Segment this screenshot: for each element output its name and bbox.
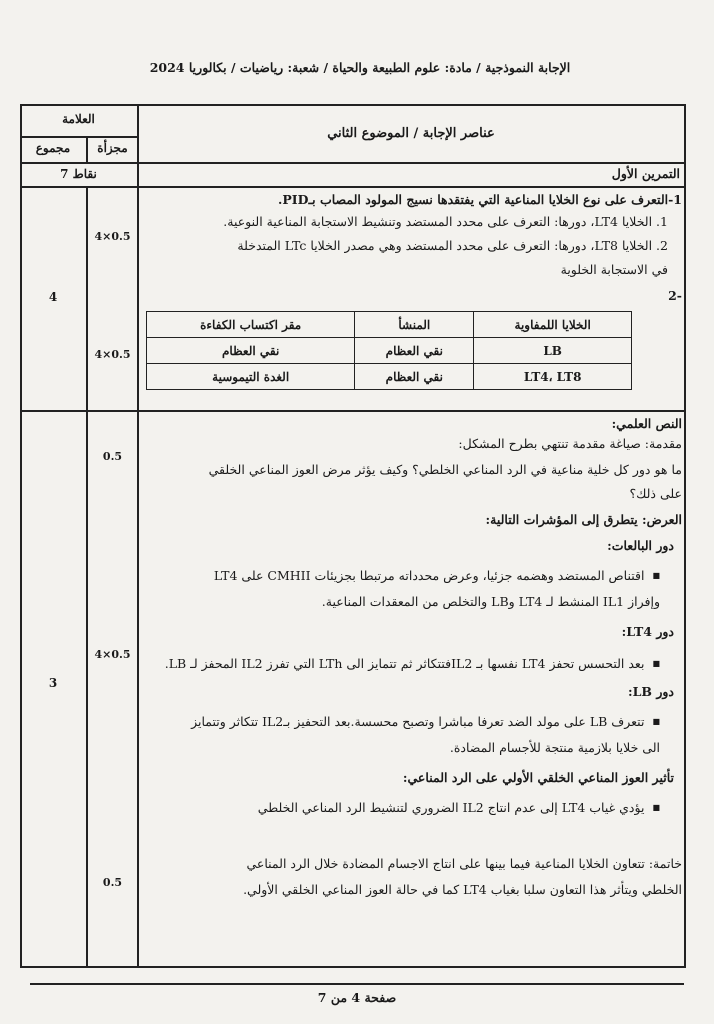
question1-item2-cont: في الاستجابة الخلوية <box>560 262 668 277</box>
page-header: الإجابة النموذجية / مادة: علوم الطبيعة والحياة / شعبة: رياضيات / بكالوريا 2024 <box>149 60 571 75</box>
section1-partial-b: 4×0.5 <box>94 348 131 361</box>
table-row <box>147 312 632 338</box>
body-title: العرض: يتطرق إلى المؤشرات التالية: <box>485 512 682 527</box>
table-header-cell: الخلايا اللمفاوية <box>474 312 632 338</box>
answer-elements-header: عناصر الإجابة / الموضوع الثاني <box>327 126 495 141</box>
question1-item1: 1. الخلايا LT4، دورها: التعرف على محدد المستضد وتنشيط الاستجابة المناعية النوعية. <box>223 214 668 229</box>
intro: مقدمة: صياغة مقدمة تنتهي بطرح المشكل: <box>458 436 682 451</box>
partial-header: مجزأة <box>97 141 128 155</box>
question1-item2: 2. الخلايا LT8، دورها: التعرف على محدد المستضد وهي مصدر الخلايا LTc المتدخلة <box>237 238 668 253</box>
bullet-effect: ■ يؤدي غياب LT4 إلى عدم انتاج IL2 الضروري لتنشيط الرد المناعي الخلطي <box>118 798 660 817</box>
exercise-title: التمرين الأول <box>611 166 680 181</box>
table-cell: الغدة التيموسية <box>147 364 355 390</box>
table-cell: LT4، LT8 <box>474 364 632 390</box>
conclusion: خاتمة: تتعاون الخلايا المناعية فيما بينها على انتاج الاجسام المضادة خلال الرد المناعي <box>246 856 682 871</box>
section2-total: 3 <box>48 676 58 690</box>
table-row <box>147 364 632 390</box>
table-cell: LB <box>474 338 632 364</box>
total-header: مجموع <box>35 141 71 155</box>
exercise-points: 7 نقاط <box>60 167 97 181</box>
role-lb: دور LB: <box>628 684 674 699</box>
section1-partial-a: 4×0.5 <box>94 230 131 243</box>
question1-block <box>140 190 682 308</box>
text-title: النص العلمي: <box>611 416 682 431</box>
problem-question-cont: على ذلك؟ <box>629 486 682 501</box>
grade-header: العلامة <box>62 112 95 126</box>
question2-title: -2 <box>668 288 682 303</box>
conclusion-cont: الخلطي ويتأثر هذا التعاون سلبا بغياب LT4 كما في حالة العوز المناعي الخلقي الأولي. <box>243 882 682 897</box>
bullet-lt4: ■ بعد التحسس تحفز LT4 نفسها بـ IL2فتتكاثر ثم تتمايز الى LTh التي تفرز IL2 المحفز لـ LB. <box>118 654 660 673</box>
row-divider-exercise <box>20 186 686 188</box>
section1-total: 4 <box>48 290 58 304</box>
table-header-cell: المنشأ <box>355 312 474 338</box>
lymphocyte-table <box>146 311 632 390</box>
column-divider-grade <box>86 187 88 968</box>
section2-partial-body: 4×0.5 <box>94 648 131 661</box>
footer-divider <box>30 983 684 985</box>
section2-partial-intro: 0.5 <box>102 450 123 463</box>
table-cell: نقي العظام <box>355 364 474 390</box>
row-divider-section <box>20 410 686 412</box>
scientific-text-block <box>140 414 682 934</box>
section2-partial-end: 0.5 <box>102 876 123 889</box>
table-row <box>147 338 632 364</box>
bullet-macrophages-cont: وإفراز IL1 المنشط لـ LT4 وLB والتخلص من المعقدات المناعية. <box>321 594 660 609</box>
table-cell: نقي العظام <box>355 338 474 364</box>
bullet-macrophages: ■ اقتناص المستضد وهضمه جزئيا، وعرض محدداته مرتبطا بجزيئات CMHII على LT4 <box>118 566 660 585</box>
effect-title: تأثير العوز المناعي الخلقي الأولي على الرد المناعي: <box>402 770 674 785</box>
bullet-lb: ■ تتعرف LB على مولد الضد تعرفا مباشرا وتصبح محسسة.بعد التحفيز بـIL2 تتكاثر وتتمايز <box>118 712 660 731</box>
table-cell: نقي العظام <box>147 338 355 364</box>
role-macrophages: دور البالعات: <box>607 538 674 553</box>
page-number: صفحة 4 من 7 <box>317 990 397 1005</box>
question1-title: 1-التعرف على نوع الخلايا المناعية التي يفتقدها نسيج المولود المصاب بـPID. <box>278 192 682 207</box>
table-header-cell: مقر اكتساب الكفاءة <box>147 312 355 338</box>
row-divider-grade <box>20 136 137 138</box>
role-lt4: دور LT4: <box>621 624 674 639</box>
bullet-lb-cont: الى خلايا بلازمية منتجة للأجسام المضادة. <box>449 740 660 755</box>
problem-question: ما هو دور كل خلية مناعية في الرد المناعي الخلطي؟ وكيف يؤثر مرض العوز المناعي الخلقي <box>208 462 682 477</box>
